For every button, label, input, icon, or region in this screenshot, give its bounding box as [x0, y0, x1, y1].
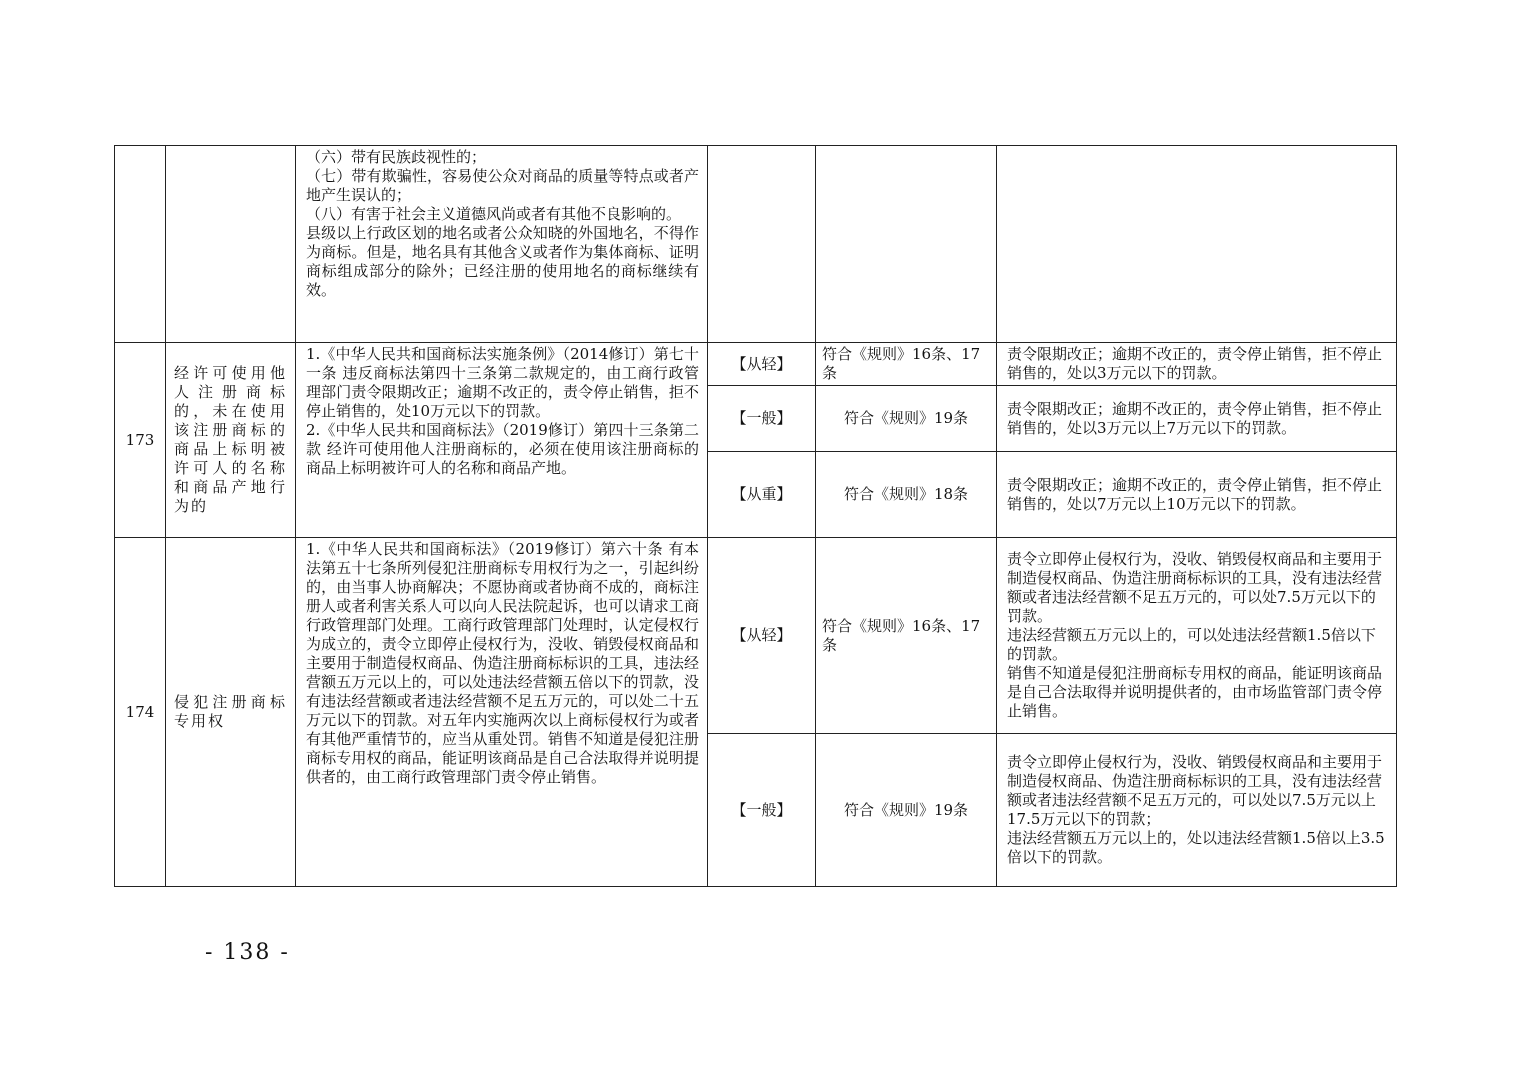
cell-item: 经许可使用他人注册商标的，未在使用该注册商标的商品上标明被许可人的名称和商品产地行为的	[166, 343, 296, 538]
penalty-line: 责令限期改正；逾期不改正的，责令停止销售，拒不停止销售的，处以3万元以上7万元以下的罚款。	[1007, 399, 1383, 437]
table-row-continuation	[115, 146, 1397, 343]
penalty-line: 违法经营额五万元以上的，可以处违法经营额1.5倍以下的罚款。	[1007, 626, 1376, 663]
basis-line: 1.《中华人民共和国商标法》（2019修订）第六十条 有本法第五十七条所列侵犯注册商标专用权行为之一，引起纠纷的，由当事人协商解决；不愿协商或者协商不成的，商标注册人或者利害关系人可以向人民法院起诉，也可以请求工商行政管理部门处理。工商行政管理部门处理时，认定侵权行为成立的，责令立即停止侵权行为，没收、销毁侵权商品和主要用于制造侵权商品、伪造注册商标标识的工具，违法经营额五万元以上的，可以处违法经营额五倍以下的罚款，没有违法经营额或者违法经营额不足五万元的，可以处二十五万元以下的罚款。对五年内实施两次以上商标侵权行为或者有其他严重情节的，应当从重处罚。销售不知道是侵犯注册商标专用权的商品，能证明该商品是自己合法取得并说明提供者的，由工商行政管理部门责令停止销售。	[306, 540, 699, 786]
penalty-line: 销售不知道是侵犯注册商标专用权的商品，能证明该商品是自己合法取得并说明提供者的，由市场监管部门责令停止销售。	[1007, 664, 1383, 720]
basis-line: 县级以上行政区划的地名或者公众知晓的外国地名，不得作为商标。但是，地名具有其他含义或者作为集体商标、证明商标组成部分的除外；已经注册的使用地名的商标继续有效。	[306, 224, 699, 299]
cell-penalty	[997, 452, 1397, 538]
cell-no	[115, 146, 166, 343]
cell-no: 173	[115, 343, 166, 538]
cell-penalty	[997, 343, 1397, 386]
cell-basis	[296, 146, 708, 343]
cell-level: 【从重】	[708, 452, 816, 538]
cell-level: 【一般】	[708, 386, 816, 452]
cell-condition	[816, 146, 997, 343]
basis-line: （八）有害于社会主义道德风尚或者有其他不良影响的。	[306, 205, 682, 223]
penalty-line: 责令限期改正；逾期不改正的，责令停止销售，拒不停止销售的，处以7万元以上10万元以下的罚款。	[1007, 475, 1383, 513]
cell-penalty	[997, 734, 1397, 887]
cell-basis	[296, 343, 708, 538]
cell-condition: 符合《规则》16条、17条	[816, 538, 997, 734]
penalty-line: 违法经营额五万元以上的，处以违法经营额1.5倍以上3.5倍以下的罚款。	[1007, 829, 1385, 866]
cell-item	[166, 146, 296, 343]
cell-condition: 符合《规则》19条	[816, 386, 997, 452]
cell-penalty	[997, 386, 1397, 452]
page-number: - 138 -	[205, 940, 290, 965]
cell-level: 【一般】	[708, 734, 816, 887]
basis-line: 1.《中华人民共和国商标法实施条例》（2014修订）第七十一条 违反商标法第四十三条第二款规定的，由工商行政管理部门责令限期改正；逾期不改正的，责令停止销售，拒不停止销售的，处10万元以下的罚款。	[306, 345, 699, 420]
penalty-table	[114, 145, 1397, 887]
cell-level: 【从轻】	[708, 538, 816, 734]
penalty-line: 责令立即停止侵权行为，没收、销毁侵权商品和主要用于制造侵权商品、伪造注册商标标识的工具，没有违法经营额或者违法经营额不足五万元的，可以处7.5万元以下的罚款。	[1007, 550, 1383, 625]
cell-no: 174	[115, 538, 166, 887]
table-row	[115, 538, 1397, 734]
cell-basis	[296, 538, 708, 887]
penalty-line: 责令限期改正；逾期不改正的，责令停止销售，拒不停止销售的，处以3万元以下的罚款。	[1007, 345, 1383, 382]
basis-line: 2.《中华人民共和国商标法》（2019修订）第四十三条第二款 经许可使用他人注册商标的，必须在使用该注册商标的商品上标明被许可人的名称和商品产地。	[306, 421, 699, 477]
penalty-line: 责令立即停止侵权行为，没收、销毁侵权商品和主要用于制造侵权商品、伪造注册商标标识的工具，没有违法经营额或者违法经营额不足五万元的，可以处以7.5万元以上17.5万元以下的罚款；	[1007, 753, 1383, 828]
cell-condition: 符合《规则》16条、17条	[816, 343, 997, 386]
cell-item: 侵犯注册商标专用权	[166, 538, 296, 887]
cell-condition: 符合《规则》18条	[816, 452, 997, 538]
cell-level	[708, 146, 816, 343]
table-row	[115, 343, 1397, 386]
cell-penalty	[997, 146, 1397, 343]
cell-condition: 符合《规则》19条	[816, 734, 997, 887]
basis-line: （六）带有民族歧视性的；	[306, 148, 487, 166]
basis-line: （七）带有欺骗性，容易使公众对商品的质量等特点或者产地产生误认的；	[306, 167, 699, 204]
cell-level: 【从轻】	[708, 343, 816, 386]
cell-penalty	[997, 538, 1397, 734]
